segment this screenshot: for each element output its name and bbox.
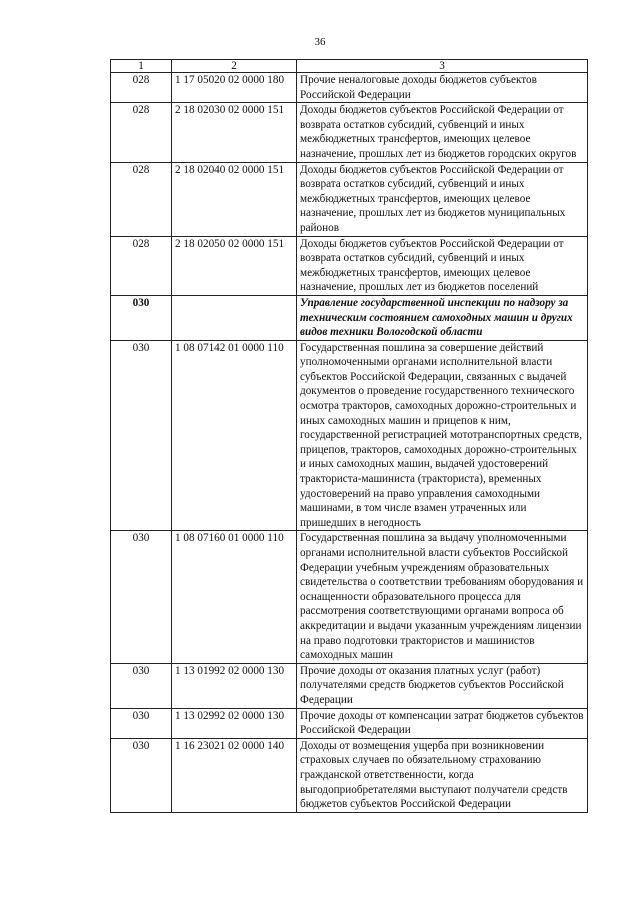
kbk-code-cell: 2 18 02040 02 0000 151 [172, 162, 297, 236]
income-name-cell: Государственная пошлина за выдачу уполномоченными органами исполнительной власти субъектов Российской Федерации учебным учреждениям образовательных свидетельства о соответствии требованиям оборудования и оснащенности образовательного процесса для рассмотрения соответствующими органами вопроса об аккредитации и выдачи указанным учреждениям лицензии на право подготовки трактористов и машинистов самоходных машин [297, 531, 588, 663]
table-row [111, 738, 588, 812]
table-row [111, 236, 588, 295]
table-row [111, 708, 588, 738]
admin-code-cell: 030 [111, 340, 172, 531]
kbk-code-cell: 2 18 02050 02 0000 151 [172, 236, 297, 295]
table-row-organization [111, 295, 588, 340]
kbk-code-cell: 1 13 02992 02 0000 130 [172, 708, 297, 738]
kbk-code-cell [172, 295, 297, 340]
kbk-code-cell: 2 18 02030 02 0000 151 [172, 103, 297, 162]
kbk-code-cell: 1 08 07142 01 0000 110 [172, 340, 297, 531]
admin-code-cell: 030 [111, 531, 172, 663]
table-row [111, 162, 588, 236]
income-name-cell: Доходы бюджетов субъектов Российской Федерации от возврата остатков субсидий, субвенций и иных межбюджетных трансфертов, имеющих целевое назначение, прошлых лет из бюджетов муниципальных районов [297, 162, 588, 236]
table-row [111, 663, 588, 708]
revenue-codes-table [110, 59, 588, 813]
page-number: 36 [314, 36, 326, 48]
table-row [111, 340, 588, 531]
income-name-cell: Доходы бюджетов субъектов Российской Федерации от возврата остатков субсидий, субвенций и иных межбюджетных трансфертов, имеющих целевое назначение, прошлых лет из бюджетов городских округов [297, 103, 588, 162]
kbk-code-cell: 1 16 23021 02 0000 140 [172, 738, 297, 812]
table-row [111, 103, 588, 162]
income-name-cell: Прочие доходы от компенсации затрат бюджетов субъектов Российской Федерации [297, 708, 588, 738]
admin-code-cell: 028 [111, 73, 172, 103]
income-name-cell: Прочие доходы от оказания платных услуг (работ) получателями средств бюджетов субъектов Российской Федерации [297, 663, 588, 708]
admin-code-cell: 030 [111, 295, 172, 340]
income-name-cell: Государственная пошлина за совершение действий уполномоченными органами исполнительной власти субъектов Российской Федерации, связанных с выдачей документов о проведение государственного технического осмотра тракторов, самоходных дорожно-строительных и иных самоходных машин и прицепов к ним, государственной регистрацией мототранспортных средств, прицепов, тракторов, самоходных дорожно-строительных и иных самоходных машин, выдачей удостоверений тракториста-машиниста (тракториста), временных удостоверений на право управления самоходными машинами, в том числе взамен утраченных или пришедших в негодность [297, 340, 588, 531]
income-name-cell: Доходы бюджетов субъектов Российской Федерации от возврата остатков субсидий, субвенций и иных межбюджетных трансфертов, имеющих целевое назначение, прошлых лет из бюджетов поселений [297, 236, 588, 295]
table-row [111, 531, 588, 663]
admin-code-cell: 030 [111, 708, 172, 738]
kbk-code-cell: 1 13 01992 02 0000 130 [172, 663, 297, 708]
admin-code-cell: 030 [111, 738, 172, 812]
table-row [111, 73, 588, 103]
kbk-code-cell: 1 17 05020 02 0000 180 [172, 73, 297, 103]
admin-code-cell: 028 [111, 103, 172, 162]
table-header-row [111, 60, 588, 73]
kbk-code-cell: 1 08 07160 01 0000 110 [172, 531, 297, 663]
admin-code-cell: 030 [111, 663, 172, 708]
column-header: 3 [297, 60, 588, 73]
admin-code-cell: 028 [111, 162, 172, 236]
admin-code-cell: 028 [111, 236, 172, 295]
income-name-cell: Доходы от возмещения ущерба при возникновении страховых случаев по обязательному страхованию гражданской ответственности, когда выгодоприобретателями выступают получатели средств бюджетов субъектов Российской Федерации [297, 738, 588, 812]
column-header: 1 [111, 60, 172, 73]
column-header: 2 [172, 60, 297, 73]
income-name-cell: Прочие неналоговые доходы бюджетов субъектов Российской Федерации [297, 73, 588, 103]
income-name-cell: Управление государственной инспекции по надзору за техническим состоянием самоходных машин и других видов техники Вологодской области [297, 295, 588, 340]
